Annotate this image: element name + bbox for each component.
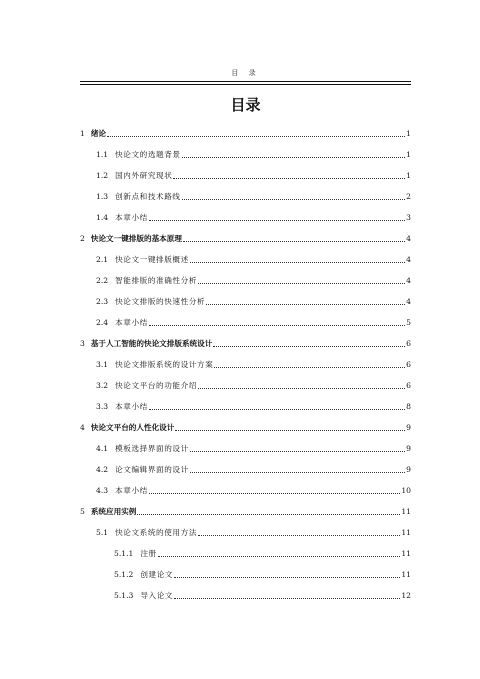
- toc-dot-leader: [149, 220, 405, 221]
- toc-entry[interactable]: [80, 517, 411, 538]
- toc-entry-title: 国内外研究现状: [115, 171, 173, 180]
- toc-entry-page: 6: [406, 381, 411, 390]
- toc-dot-leader: [190, 451, 405, 452]
- toc-entry-number: 2: [80, 234, 85, 243]
- toc-dot-leader: [174, 577, 400, 578]
- toc-entry-number: 2.2: [96, 276, 109, 285]
- toc-dot-leader: [183, 241, 405, 242]
- toc-entry[interactable]: [80, 580, 411, 601]
- toc-entry-title: 本章小结: [115, 318, 148, 327]
- toc-entry-number: 5: [80, 507, 85, 516]
- toc-entry-number: 4.3: [96, 486, 109, 495]
- toc-entry-page: 6: [406, 339, 411, 348]
- toc-entry-number: 5.1.1: [114, 549, 134, 558]
- toc-entry[interactable]: [80, 202, 411, 223]
- toc-entry-number: 4.2: [96, 465, 109, 474]
- toc-entry-number: 2.1: [96, 255, 109, 264]
- toc-entry-number: 1: [80, 129, 85, 138]
- toc-entry-title: 绪论: [90, 129, 107, 138]
- toc-dot-leader: [190, 472, 405, 473]
- toc-entry-title: 本章小结: [115, 213, 148, 222]
- toc-entry-number: 2.4: [96, 318, 109, 327]
- toc-dot-leader: [174, 598, 400, 599]
- running-header: 目 录: [231, 69, 260, 77]
- toc-entry[interactable]: [80, 286, 411, 307]
- toc-entry[interactable]: [80, 181, 411, 202]
- toc-entry-number: 3.2: [96, 381, 109, 390]
- toc-entry[interactable]: [80, 391, 411, 412]
- toc-entry-number: 5.1.2: [114, 570, 134, 579]
- toc-dot-leader: [107, 136, 405, 137]
- toc-entry-title: 快论文系统的使用方法: [115, 528, 198, 537]
- toc-entry-number: 3.3: [96, 402, 109, 411]
- toc-entry-title: 快论文一键排版概述: [115, 255, 189, 264]
- toc-entry-page: 11: [401, 570, 411, 579]
- toc-entry-title: 快论文的选题背景: [115, 150, 181, 159]
- toc-dot-leader: [182, 157, 406, 158]
- toc-entry-page: 12: [401, 591, 411, 600]
- toc-entry-title: 本章小结: [115, 402, 148, 411]
- toc-entry[interactable]: [80, 139, 411, 160]
- toc-entry-number: 1.3: [96, 192, 109, 201]
- toc-entry-page: 10: [401, 486, 411, 495]
- toc-entry-page: 5: [406, 318, 411, 327]
- toc-entry-number: 2.3: [96, 297, 109, 306]
- header-rule: [80, 81, 411, 82]
- toc-entry-title: 快论文平台的人性化设计: [90, 423, 175, 432]
- toc-dot-leader: [149, 493, 400, 494]
- toc-entry-title: 论文编辑界面的设计: [115, 465, 189, 474]
- toc-entry[interactable]: [80, 475, 411, 496]
- toc-entry-title: 快论文排版系统的设计方案: [115, 360, 214, 369]
- toc-entry-number: 5.1: [96, 528, 109, 537]
- toc-entry-page: 2: [406, 192, 411, 201]
- toc-entry-number: 1.1: [96, 150, 109, 159]
- toc-entry[interactable]: [80, 328, 411, 349]
- toc-entry-page: 4: [406, 234, 411, 243]
- toc-dot-leader: [198, 283, 405, 284]
- toc-entry-page: 1: [406, 150, 411, 159]
- toc-entry[interactable]: [80, 244, 411, 265]
- toc-entry[interactable]: [80, 349, 411, 370]
- toc-entry[interactable]: [80, 265, 411, 286]
- toc-dot-leader: [175, 430, 405, 431]
- toc-entry[interactable]: [80, 454, 411, 475]
- toc-dot-leader: [214, 367, 405, 368]
- header-rule-thin: [80, 84, 411, 85]
- toc-entry[interactable]: [80, 538, 411, 559]
- toc-entry-page: 11: [401, 549, 411, 558]
- toc-entry-page: 9: [406, 423, 411, 432]
- toc-entry-title: 系统应用实例: [90, 507, 137, 516]
- toc-entry-title: 快论文一键排版的基本原理: [90, 234, 182, 243]
- toc-entry-number: 1.2: [96, 171, 109, 180]
- toc-entry-number: 5.1.3: [114, 591, 134, 600]
- toc-dot-leader: [206, 304, 405, 305]
- toc-entry-page: 3: [406, 213, 411, 222]
- toc-entry-page: 4: [406, 297, 411, 306]
- toc-entry-page: 9: [406, 444, 411, 453]
- toc-title: 目录: [230, 96, 261, 114]
- table-of-contents: [80, 118, 411, 601]
- toc-dot-leader: [137, 514, 400, 515]
- toc-entry-title: 基于人工智能的快论文排版系统设计: [90, 339, 213, 348]
- toc-entry-title: 快论文平台的功能介绍: [115, 381, 198, 390]
- toc-dot-leader: [198, 535, 400, 536]
- toc-entry[interactable]: [80, 118, 411, 139]
- toc-entry[interactable]: [80, 412, 411, 433]
- toc-dot-leader: [173, 178, 405, 179]
- toc-dot-leader: [213, 346, 405, 347]
- toc-dot-leader: [149, 409, 405, 410]
- toc-entry-title: 模板选择界面的设计: [115, 444, 189, 453]
- toc-entry[interactable]: [80, 160, 411, 181]
- toc-entry-title: 本章小结: [115, 486, 148, 495]
- toc-entry-page: 1: [406, 171, 411, 180]
- toc-entry[interactable]: [80, 307, 411, 328]
- toc-dot-leader: [158, 556, 401, 557]
- toc-entry-page: 4: [406, 276, 411, 285]
- toc-entry[interactable]: [80, 433, 411, 454]
- toc-entry[interactable]: [80, 559, 411, 580]
- toc-entry-number: 3: [80, 339, 85, 348]
- toc-entry-title: 创新点和技术路线: [115, 192, 181, 201]
- toc-entry-page: 8: [406, 402, 411, 411]
- toc-entry[interactable]: [80, 370, 411, 391]
- toc-dot-leader: [190, 262, 405, 263]
- toc-entry[interactable]: [80, 496, 411, 517]
- toc-entry-page: 1: [406, 129, 411, 138]
- toc-entry-page: 6: [406, 360, 411, 369]
- toc-entry-number: 4.1: [96, 444, 109, 453]
- toc-entry-page: 11: [401, 528, 411, 537]
- toc-entry-page: 4: [406, 255, 411, 264]
- toc-entry-page: 11: [401, 507, 411, 516]
- toc-entry-number: 3.1: [96, 360, 109, 369]
- toc-entry-title: 创建论文: [140, 570, 174, 579]
- toc-entry-page: 9: [406, 465, 411, 474]
- toc-dot-leader: [149, 325, 405, 326]
- toc-entry-title: 注册: [140, 549, 157, 558]
- toc-entry-number: 1.4: [96, 213, 109, 222]
- toc-dot-leader: [182, 199, 406, 200]
- toc-entry-title: 导入论文: [140, 591, 174, 600]
- toc-entry-number: 4: [80, 423, 85, 432]
- toc-entry[interactable]: [80, 223, 411, 244]
- toc-entry-title: 快论文排版的快速性分析: [115, 297, 206, 306]
- toc-dot-leader: [198, 388, 405, 389]
- toc-entry-title: 智能排版的准确性分析: [115, 276, 198, 285]
